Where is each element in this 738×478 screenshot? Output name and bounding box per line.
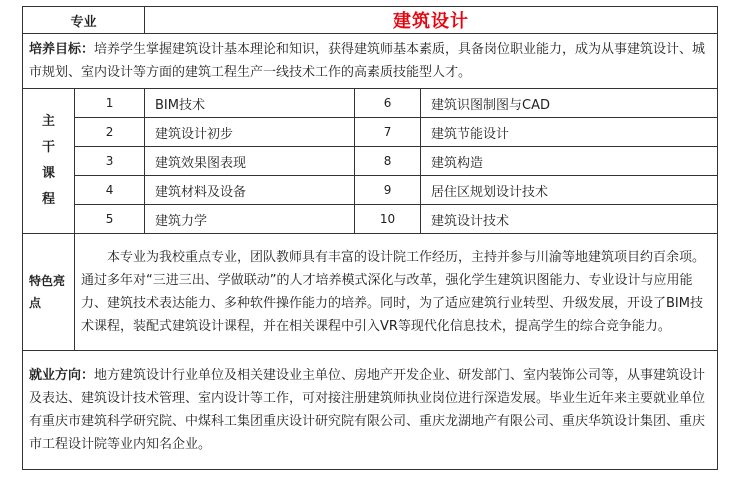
course-name: 建筑力学: [145, 205, 355, 234]
course-number: 6: [355, 89, 421, 118]
main-courses-char-2: 干: [41, 140, 55, 155]
jobs-text: 地方建筑设计行业单位及相关建设业主单位、房地产开发企业、研发部门、室内装饰公司等，从事建筑设计及表达、建筑设计技术管理、室内设计等工作，可对接注册建筑师执业岗位进行深造发展。毕业生近年来主要就业单位有重庆市建筑科学研究院、中煤科工集团重庆设计研究院有限公司、重庆龙湖地产有限公司、重庆华筑设计集团、重庆市工程设计院等业内知名企业。: [29, 368, 706, 452]
course-number: 4: [75, 176, 145, 205]
main-courses-char-1: 主: [41, 114, 55, 129]
course-number: 7: [355, 118, 421, 147]
course-number: 2: [75, 118, 145, 147]
course-row: [23, 89, 718, 118]
course-number: 5: [75, 205, 145, 234]
main-courses-char-4: 程: [41, 192, 55, 207]
course-number: 9: [355, 176, 421, 205]
course-name: 建筑设计初步: [145, 118, 355, 147]
features-label: 特色亮点: [23, 234, 75, 351]
goal-label: 培养目标：: [29, 42, 95, 57]
course-number: 3: [75, 147, 145, 176]
goal-cell: [23, 34, 718, 89]
course-name: 建筑识图制图与CAD: [421, 89, 718, 118]
jobs-row: [23, 351, 718, 470]
jobs-cell: [23, 351, 718, 470]
course-number: 10: [355, 205, 421, 234]
jobs-label: 就业方向：: [29, 368, 95, 383]
major-name: 建筑设计: [145, 7, 718, 34]
major-label: 专业: [23, 7, 145, 34]
main-courses-label: [23, 89, 75, 234]
course-name: 建筑节能设计: [421, 118, 718, 147]
goal-text: 培养学生掌握建筑设计基本理论和知识，获得建筑师基本素质，具备岗位职业能力，成为从事建筑设计、城市规划、室内设计等方面的建筑工程生产一线技术工作的高素质技能型人才。: [29, 42, 706, 80]
course-name: 建筑效果图表现: [145, 147, 355, 176]
main-courses-char-3: 课: [41, 166, 55, 181]
course-row: [23, 205, 718, 234]
course-row: [23, 176, 718, 205]
features-text: 本专业为我校重点专业，团队教师具有丰富的设计院工作经历，主持并参与川渝等地建筑项目约百余项。通过多年对“三进三出、学做联动”的人才培养模式深化与改革，强化学生建筑识图能力、专业设计与应用能力、建筑技术表达能力、多种软件操作能力的培养。同时，为了适应建筑行业转型、升级发展，开设了BIM技术课程，装配式建筑设计课程，并在相关课程中引入VR等现代化信息技术，提高学生的综合竞争能力。: [75, 234, 718, 351]
course-name: 建筑构造: [421, 147, 718, 176]
course-row: [23, 147, 718, 176]
course-name: 建筑材料及设备: [145, 176, 355, 205]
course-number: 8: [355, 147, 421, 176]
header-row: [23, 7, 718, 34]
course-name: BIM技术: [145, 89, 355, 118]
course-name: 建筑设计技术: [421, 205, 718, 234]
course-name: 居住区规划设计技术: [421, 176, 718, 205]
goal-row: [23, 34, 718, 89]
features-row: [23, 234, 718, 351]
course-row: [23, 118, 718, 147]
course-number: 1: [75, 89, 145, 118]
major-info-table: [22, 6, 718, 470]
